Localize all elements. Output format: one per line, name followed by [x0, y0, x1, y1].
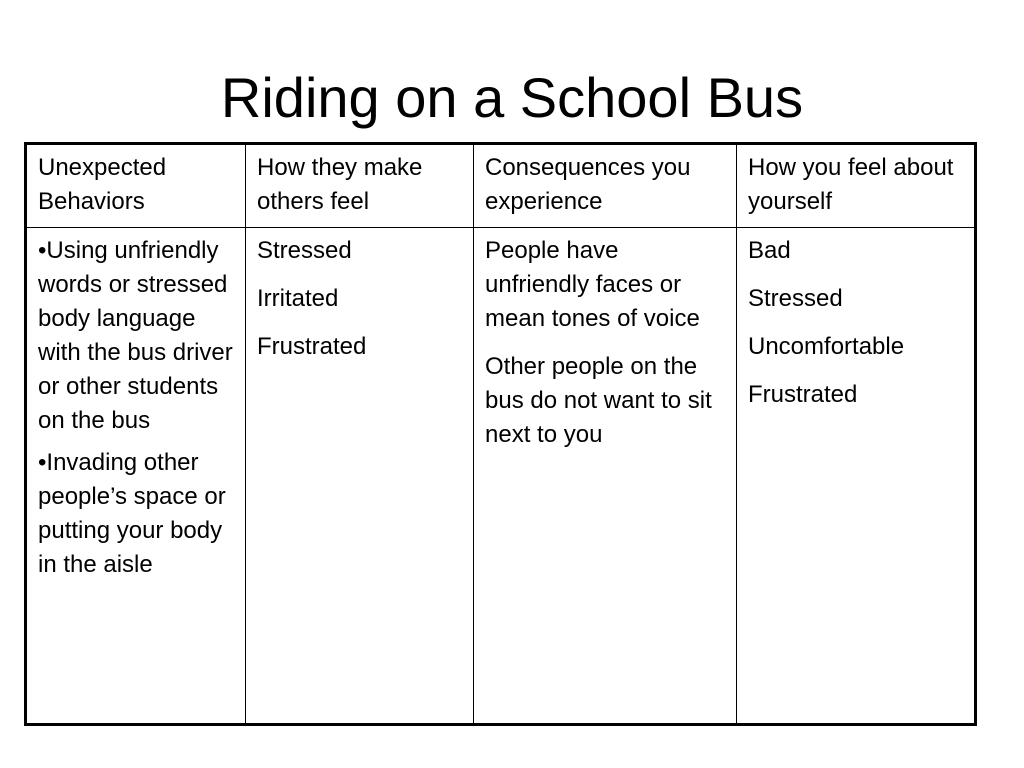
table-header-row: [26, 144, 976, 228]
feeling-item: Stressed: [257, 237, 352, 264]
table-row: [26, 228, 976, 725]
consequence-item: Other people on the bus do not want to sit next to you: [485, 353, 712, 448]
self-feeling-item: Stressed: [748, 285, 843, 312]
feeling-item: Irritated: [257, 285, 339, 312]
behavior-table: [24, 142, 977, 726]
header-consequences: Consequences you experience: [474, 144, 737, 228]
consequence-item: People have unfriendly faces or mean tones of voice: [485, 237, 700, 332]
cell-self-feel: [737, 228, 976, 725]
self-feeling-item: Bad: [748, 237, 791, 264]
behavior-item: •Invading other people’s space or putting your body in the aisle: [38, 449, 226, 578]
cell-consequences: [474, 228, 737, 725]
self-feeling-item: Frustrated: [748, 381, 858, 408]
header-how-others-feel: How they make others feel: [246, 144, 474, 228]
header-how-you-feel: How you feel about yourself: [737, 144, 976, 228]
feeling-item: Frustrated: [257, 333, 367, 360]
slide-title: Riding on a School Bus: [220, 66, 804, 129]
header-unexpected-behaviors: Unexpected Behaviors: [26, 144, 246, 228]
self-feeling-item: Uncomfortable: [748, 333, 905, 360]
behavior-item: •Using unfriendly words or stressed body language with the bus driver or other students on the bus: [38, 237, 233, 434]
cell-others-feel: [246, 228, 474, 725]
cell-behaviors: [26, 228, 246, 725]
